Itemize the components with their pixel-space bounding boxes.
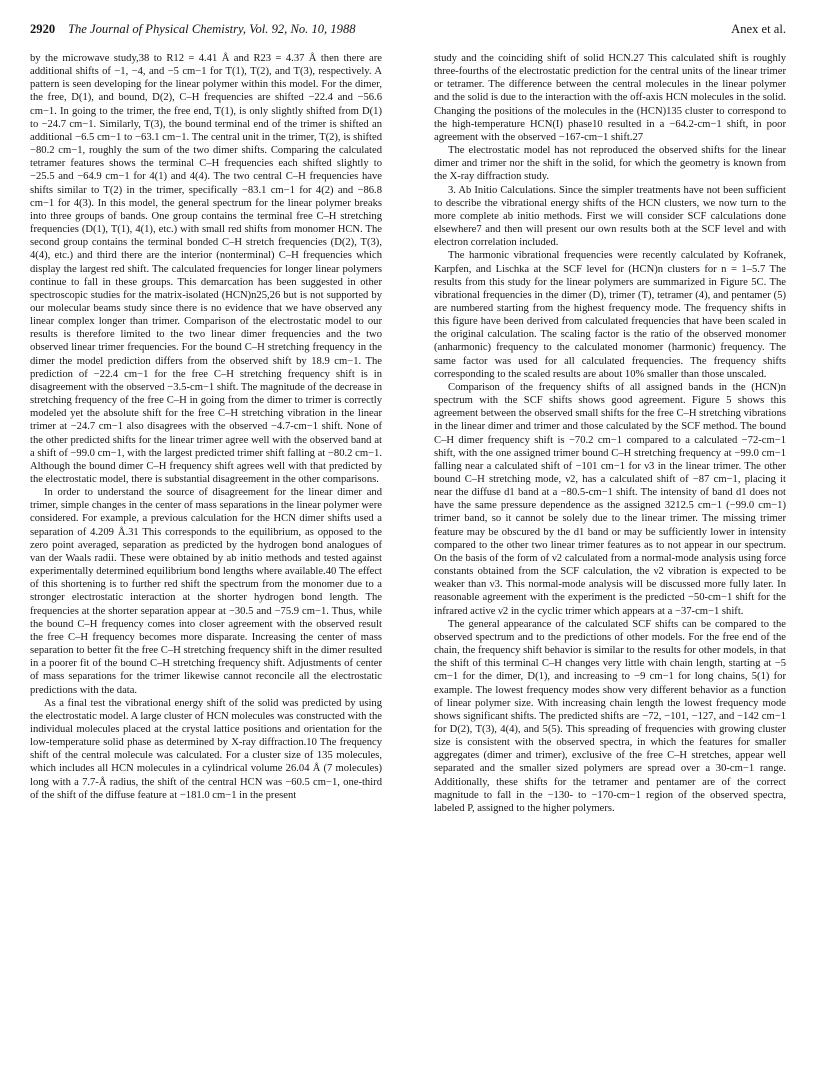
right-column	[434, 52, 786, 815]
page-header	[30, 18, 790, 40]
paragraph: 3. Ab Initio Calculations. Since the simpler treatments have not been sufficient to describe the vibrational energy shifts of the HCN clusters, we now turn to the more complete ab initio methods. First we will consider SCF calculations done elsewhere7 and then will present our own results both at the SCF level and with electron correlation included.	[434, 184, 786, 249]
paragraph: The electrostatic model has not reproduced the observed shifts for the linear dimer and trimer nor the shift in the solid, for which the geometry is known from the X-ray diffraction study.	[434, 145, 786, 183]
paragraph: In order to understand the source of disagreement for the linear dimer and trimer, simple changes in the center of mass separations in the linear polymer were considered. For example, a previous calculation for the HCN dimer shifts used a separation of 4.209 Å.31 This corresponds to the equilibrium, as opposed to the zero point averaged, separation as predicted by the hydrogen bond analogues of van der Waals radii. These were obtained by ab initio methods and tested against experimentally determined equilibrium bond lengths where available.40 The effect of this shortening is to further red shift the spectrum from the monomer due to a stronger electrostatic interaction at the shorter hydrogen bond length. The frequencies at the shorter separation appear at −30.5 and −75.9 cm−1. Thus, while the bound C–H frequency comes into closer agreement with the observed result the free C–H frequency becomes more disparate. Increasing the center of mass separation to better fit the free C–H stretching frequency shift in the dimer resulted in a poorer fit of the bound C–H stretching frequency shift. Adjustments of center of mass separations for the trimer likewise cannot reconcile all the electrostatic predictions with the data.	[30, 487, 382, 696]
paragraph: study and the coinciding shift of solid HCN.27 This calculated shift is roughly three-fourths of the electrostatic prediction for the central units of the linear trimer or tetramer. The difference between the central molecules in the linear polymer and the solid is due to the interaction with the off-axis HCN molecules in the solid. Changing the positions of the molecules in the (HCN)135 cluster to correspond to the high-temperature HCN(I) phase10 resulted in a −64.2-cm−1 shift, in poor agreement with the observed −167-cm−1 shift.27	[434, 53, 786, 143]
paragraph: Comparison of the frequency shifts of all assigned bands in the (HCN)n spectrum with the SCF shifts shows good agreement. Figure 5 shows this agreement between the observed small shifts for the free C–H stretching vibrations in the linear dimer and trimer and those calculated by the SCF method. The bound C–H dimer frequency shift is −70.2 cm−1 compared to a calculated −72-cm−1 shift, with the one assigned trimer bound C–H stretching frequency at −99.0 cm−1 falling near a calculated shift of −101 cm−1 for ν3 in the linear trimer. The other bound C–H stretching mode, ν2, has a calculated shift of −87 cm−1, placing it near the diffuse d1 band at a −80.5-cm−1 shift. The intensity of band d1 does not have the same pressure dependence as the assigned 3212.5 cm−1 (−99.0 cm−1) trimer band, so it cannot be solely due to the linear trimer. The missing trimer feature may be obscured by the d1 band or may be sufficiently lower in intensity compared to the other two linear trimer features as to not appear in our spectrum. On the basis of the form of ν2 calculated from a normal-mode analysis using force constants obtained from the SCF calculation, the ν2 vibration is expected to be weaker than ν3. This normal-mode analysis will be discussed more fully later. In reasonable agreement with the experiment is the predicted −50-cm−1 shift for the infrared active ν2 in the cyclic trimer which appears at a −37-cm−1 shift.	[434, 381, 786, 617]
paragraph: by the microwave study,38 to R12 = 4.41 Å and R23 = 4.37 Å then there are additional shifts of −1, −4, and −5 cm−1 for T(1), T(2), and T(3), respectively. A pattern is seen developing for the linear polymer within this model. For the dimer, the free, D(1), and bound, D(2), C–H frequencies are shifted −22.4 and −56.6 cm−1. In going to the trimer, the free end, T(1), is only slightly shifted from D(1) to −24.7 cm−1. Similarly, T(3), the bound terminal end of the trimer is shifted an additional −6.5 cm−1 to −63.1 cm−1. The central unit in the trimer, T(2), is shifted −80.2 cm−1, roughly the sum of the two dimer shifts. Comparing the calculated tetramer features shows the terminal C–H frequencies each shifted slightly to −25.5 and −64.9 cm−1 for 4(1) and 4(4). The two central C–H frequencies have shifts similar to T(2) in the trimer, specifically −83.1 cm−1 for 4(2) and −86.8 cm−1 for 4(3). In this model, the general spectrum for the linear polymer breaks into three groups of bands. One group contains the terminal free C–H stretching frequencies (D(1), T(1), 4(1), etc.) with small red shifts from monomer HCN. The second group contains the terminal bonded C–H stretch frequencies (D(2), T(3), 4(4), etc.) and third there are the interior (nonterminal) C–H frequencies which display the largest red shift. The calculated frequencies for longer linear polymers continue to fall in these groups. This demarcation has been suggested in other spectroscopic studies for the matrix-isolated (HCN)n25,26 but is not supported by our molecular beams study since there is no evidence that we have observed any linear complex longer than trimer. Comparison of the electrostatic model to our results is therefore limited to the two linear dimer frequencies and the two observed linear trimer frequencies. For the bound C–H stretching frequency in the dimer the model prediction differs from the observed shift by 18.9 cm−1. The prediction of −22.4 cm−1 for the free C–H stretching frequency shift is in disagreement with the observed −3.5-cm−1 shift. The magnitude of the decrease in stretching frequency of the free C–H in going from the dimer to trimer is correctly modeled yet the absolute shift for the free C–H stretching vibration in the linear trimer at −24.7 cm−1 also disagrees with the observed −4.7-cm−1 shift. None of the other predicted shifts for the linear trimer agree well with the observed band at a shift of −99.0 cm−1, with the largest predicted trimer shift falling at −80.2 cm−1. Although the bound dimer C–H frequency shift agrees well with that predicted by the electrostatic model, there is substantial disagreement in the other comparisons.	[30, 53, 382, 485]
journal-title: The Journal of Physical Chemistry, Vol. 92, No. 10, 1988	[68, 22, 356, 36]
page-number: 2920	[30, 22, 56, 36]
left-column	[30, 52, 382, 802]
paragraph: As a final test the vibrational energy shift of the solid was predicted by using the electrostatic model. A large cluster of HCN molecules was constructed with the individual molecules placed at the crystal lattice positions and orientation for the low-temperature solid phase as determined by X-ray diffraction.10 The frequency shift of the central molecule was calculated. For a cluster size of 135 molecules, which includes all HCN molecules in a cylindrical volume 26.04 Å (7 molecules) long with a 7.7-Å radius, the shift of the central HCN was −60.5 cm−1, one-third of the shift of the diffuse feature at −181.0 cm−1 in the present	[30, 697, 382, 801]
paragraph: The general appearance of the calculated SCF shifts can be compared to the observed spectrum and to the predictions of other models. For the free end of the chain, the frequency shift behavior is similar to the results for other models, in that the shift of this terminal C–H changes very little with chain length, starting at −5 cm−1 for the dimer, D(1), and increasing to −9 cm−1 for long chains, 5(1) for example. The lowest frequency modes show very different behavior as a function of linear polymer size. With increasing chain length the lowest frequency mode shows significant shifts. The predicted shifts are −72, −101, −127, and −142 cm−1 for D(2), T(3), 4(4), and 5(5). This spreading of frequencies with growing cluster size is consistent with the observed spectra, in which the features for smaller aggregates (dimer and trimer), exclusive of the free C–H stretches, appear well separated and the smaller sized polymers are spread over a 30-cm−1 range. Additionally, these shifts for the tetramer and pentamer are of the correct magnitude to fall in the −130- to −170-cm−1 region of the observed spectra, labeled P, assigned to the higher polymers.	[434, 618, 786, 814]
paragraph: The harmonic vibrational frequencies were recently calculated by Kofranek, Karpfen, and Lischka at the SCF level for (HCN)n clusters for n = 1–5.7 The results from this study for the linear polymers are summarized in Figure 5C. The vibrational frequencies in the dimer (D), trimer (T), tetramer (4), and pentamer (5) are numbered starting from the highest frequency mode. The frequency shifts in this figure have been derived from calculated frequencies that have been scaled in the original calculation. The scaling factor is the ratio of the observed monomer (anharmonic) frequency to the calculated monomer (harmonic) frequency. The same factor was used for all calculated frequencies. The frequency shifts corresponding to the scaled results are about 10% smaller than those unscaled.	[434, 250, 786, 380]
running-author: Anex et al.	[731, 22, 786, 36]
